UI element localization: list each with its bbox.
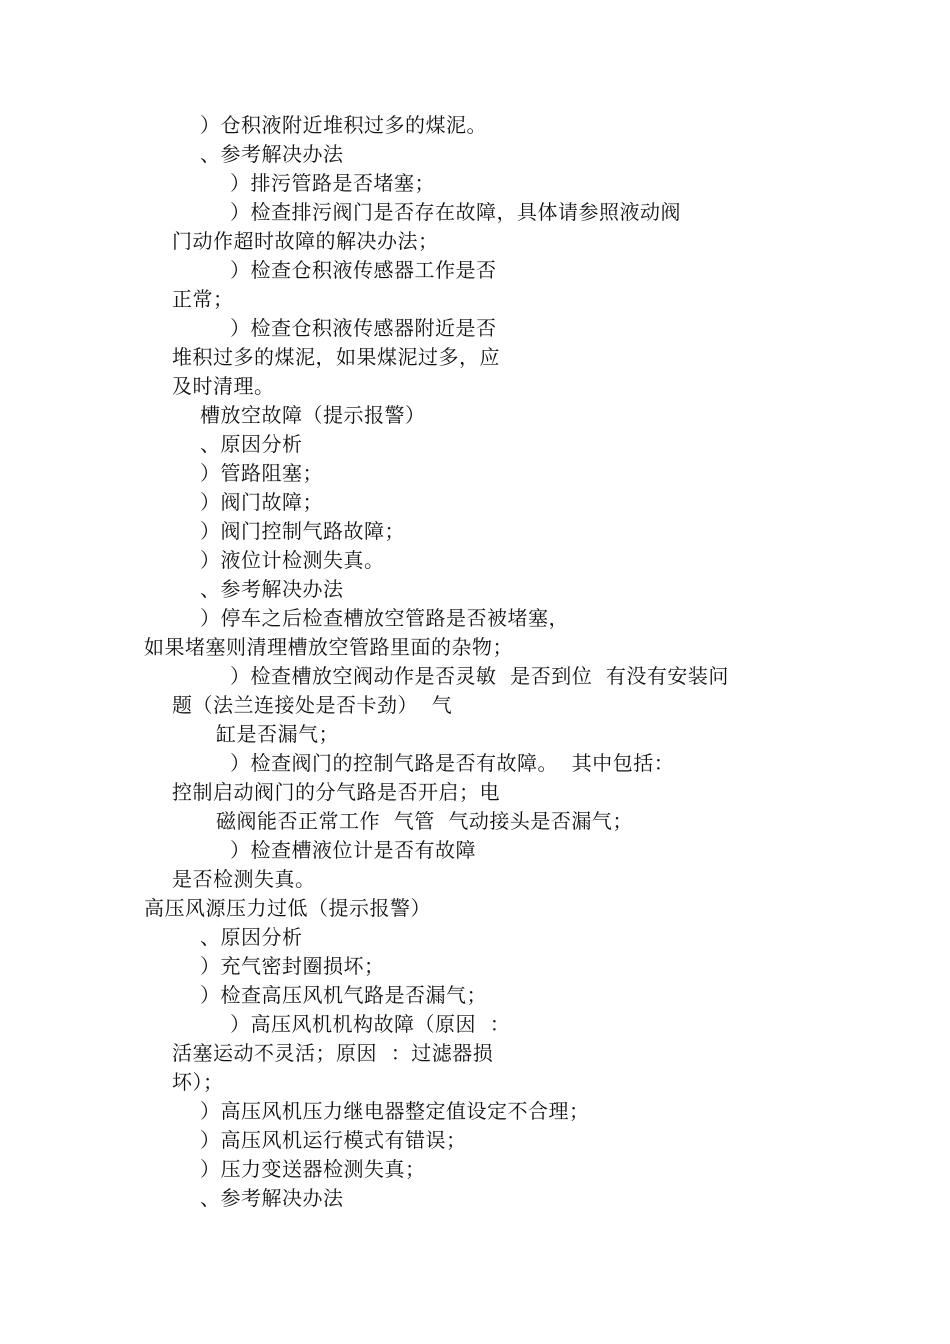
text-line: ）高压风机压力继电器整定值设定不合理； <box>200 1099 590 1123</box>
text-line: 题（法兰连接处是否卡劲） 气 <box>172 693 453 717</box>
text-line: ）检查仓积液传感器附近是否 <box>230 316 497 340</box>
text-line: ）停车之后检查槽放空管路是否被堵塞， <box>200 606 569 630</box>
text-line: ）仓积液附近堆积过多的煤泥。 <box>200 113 487 137</box>
text-line: ）液位计检测失真。 <box>200 548 385 572</box>
text-line: ）检查阀门的控制气路是否有故障。 其中包括： <box>230 751 675 775</box>
text-line: ）检查仓积液传感器工作是否 <box>230 258 497 282</box>
text-line: ）充气密封圈损坏； <box>200 954 385 978</box>
text-line: ）检查排污阀门是否存在故障，具体请参照液动阀 <box>230 200 681 224</box>
text-line: 是否检测失真。 <box>172 867 316 891</box>
section-heading: 、原因分析 <box>200 432 303 456</box>
text-line: ）检查高压风机气路是否漏气； <box>200 983 487 1007</box>
text-line: ）检查槽放空阀动作是否灵敏 是否到位 有没有安装问 <box>230 664 729 688</box>
text-line: ）阀门控制气路故障； <box>200 519 405 543</box>
text-line: 磁阀能否正常工作 气管 气动接头是否漏气； <box>216 809 633 833</box>
section-heading: 、参考解决办法 <box>200 1186 344 1210</box>
text-line: 及时清理。 <box>172 374 275 398</box>
text-line: ）排污管路是否堵塞； <box>230 171 435 195</box>
text-line: ）压力变送器检测失真； <box>200 1157 426 1181</box>
text-line: 活塞运动不灵活；原因 ：过滤器损 <box>172 1041 494 1065</box>
text-line: ）阀门故障； <box>200 490 323 514</box>
section-heading: 高压风源压力过低（提示报警） <box>144 896 431 920</box>
text-line: 正常； <box>172 287 234 311</box>
text-line: ）高压风机机构故障（原因 ： <box>230 1012 511 1036</box>
text-line: ）检查槽液位计是否有故障 <box>230 838 476 862</box>
text-line: 坏）； <box>172 1070 224 1094</box>
text-line: 缸是否漏气； <box>216 722 339 746</box>
section-heading: 槽放空故障（提示报警） <box>200 403 426 427</box>
text-line: ）高压风机运行模式有错误； <box>200 1128 467 1152</box>
text-line: 如果堵塞则清理槽放空管路里面的杂物； <box>144 635 513 659</box>
section-heading: 、参考解决办法 <box>200 577 344 601</box>
text-line: 控制启动阀门的分气路是否开启；电 <box>172 780 500 804</box>
text-line: 门动作超时故障的解决办法； <box>172 229 439 253</box>
text-line: 堆积过多的煤泥，如果煤泥过多，应 <box>172 345 500 369</box>
section-heading: 、原因分析 <box>200 925 303 949</box>
text-line: ）管路阻塞； <box>200 461 323 485</box>
section-heading: 、参考解决办法 <box>200 142 344 166</box>
